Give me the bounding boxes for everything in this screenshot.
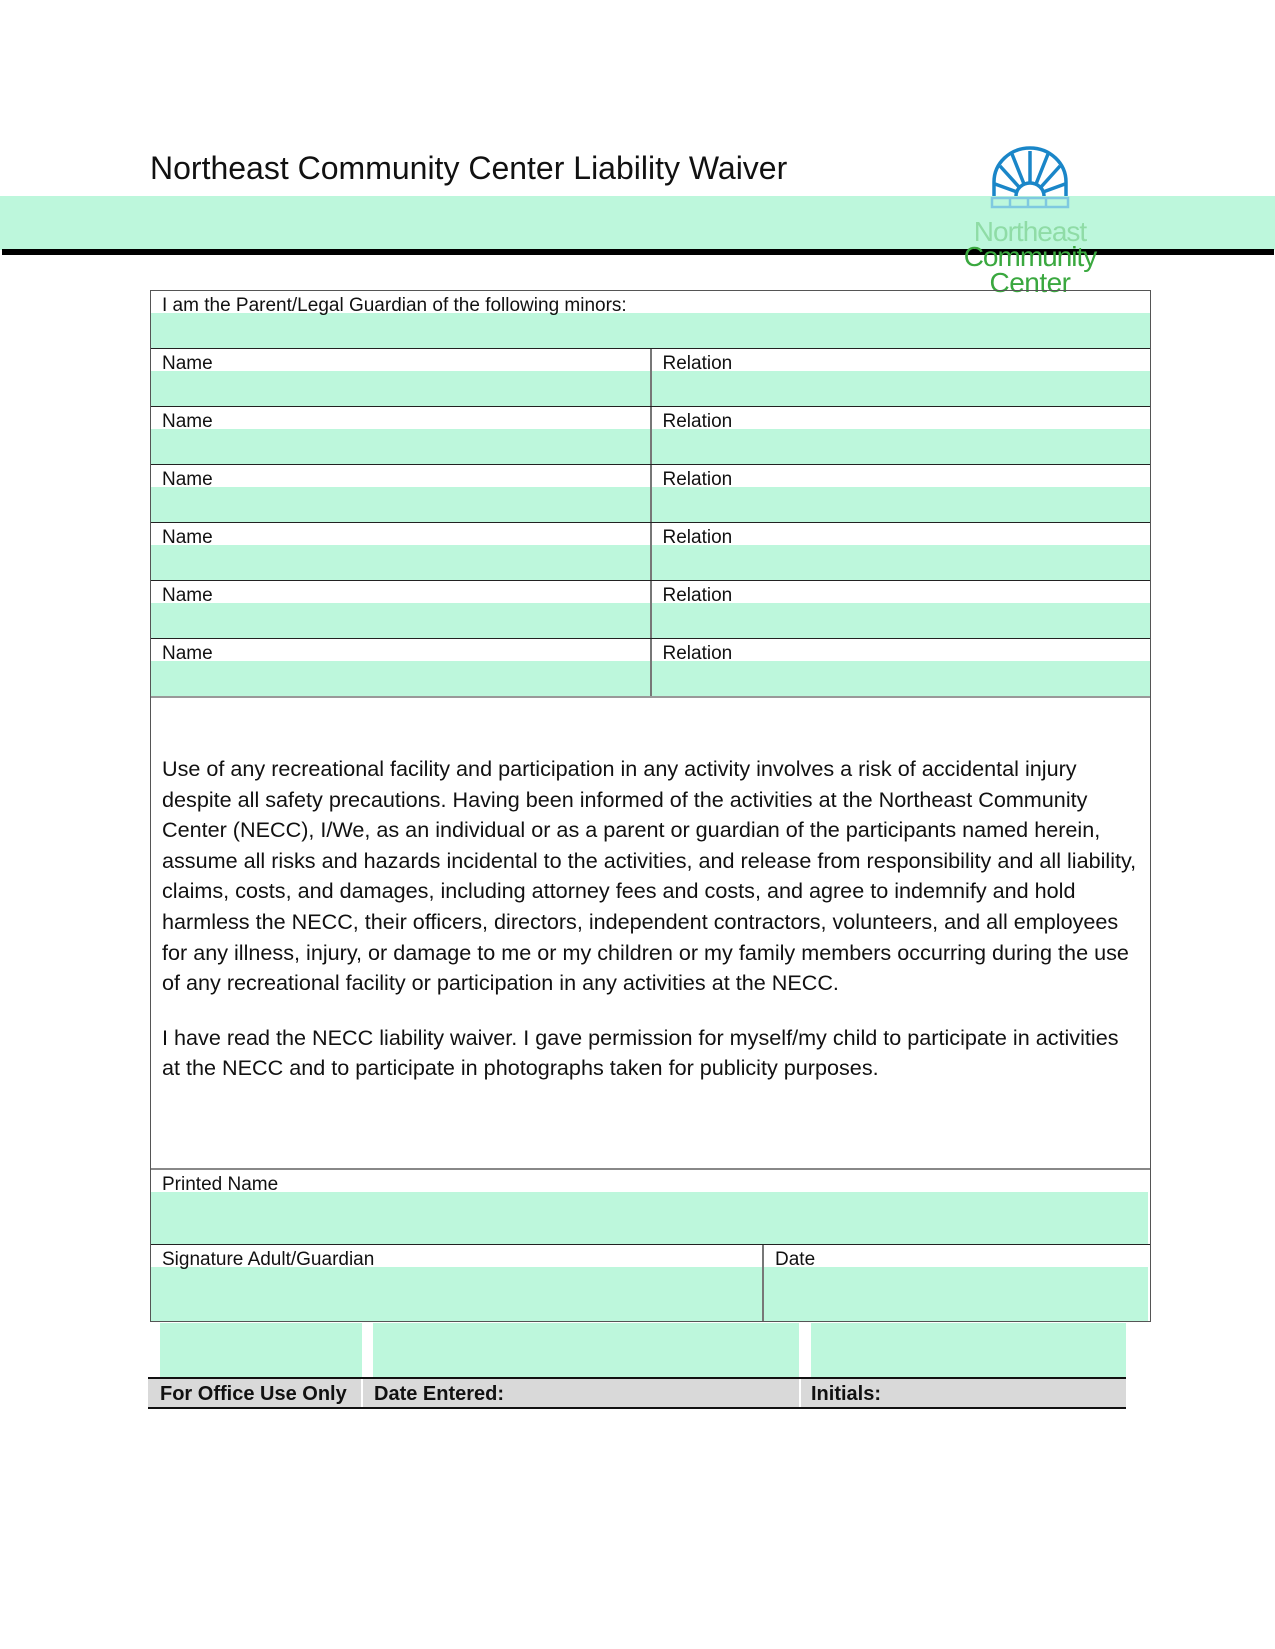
minors-input[interactable] <box>151 313 1150 348</box>
relation-input-6[interactable] <box>652 661 1151 696</box>
name-input-4[interactable] <box>151 545 650 580</box>
logo-text-community: Community <box>963 241 1097 272</box>
office-use-bar <box>148 1377 1126 1409</box>
minor-row-5 <box>151 580 1150 638</box>
minors-row <box>151 291 1150 348</box>
signature-field[interactable] <box>151 1245 762 1321</box>
relation-label: Relation <box>662 411 733 432</box>
name-input-5[interactable] <box>151 603 650 638</box>
relation-input-4[interactable] <box>652 545 1151 580</box>
signature-row <box>151 1244 1150 1321</box>
relation-label: Relation <box>662 469 733 490</box>
office-divider <box>361 1379 363 1407</box>
relation-field-1[interactable] <box>650 349 1151 406</box>
date-field[interactable] <box>762 1245 1150 1321</box>
date-entered-label: Date Entered: <box>374 1383 505 1405</box>
name-label: Name <box>162 585 213 606</box>
office-use-label: For Office Use Only <box>160 1383 347 1405</box>
name-input-6[interactable] <box>151 661 650 696</box>
page-title: Northeast Community Center Liability Waiver <box>150 150 788 186</box>
relation-field-3[interactable] <box>650 465 1151 522</box>
name-field-4[interactable] <box>151 523 650 580</box>
logo <box>960 146 1100 298</box>
relation-field-2[interactable] <box>650 407 1151 464</box>
initials-input[interactable] <box>811 1323 1126 1377</box>
printed-name-row <box>151 1168 1150 1244</box>
minors-field[interactable] <box>151 291 1150 348</box>
printed-name-input[interactable] <box>151 1192 1148 1244</box>
relation-label: Relation <box>662 353 733 374</box>
relation-input-3[interactable] <box>652 487 1151 522</box>
printed-name-label: Printed Name <box>162 1174 279 1195</box>
date-entered-input[interactable] <box>373 1323 799 1377</box>
name-field-5[interactable] <box>151 581 650 638</box>
name-label: Name <box>162 643 213 664</box>
relation-field-4[interactable] <box>650 523 1151 580</box>
office-divider <box>799 1379 801 1407</box>
minor-row-1 <box>151 348 1150 406</box>
relation-field-6[interactable] <box>650 639 1151 696</box>
name-input-1[interactable] <box>151 371 650 406</box>
relation-field-5[interactable] <box>650 581 1151 638</box>
name-label: Name <box>162 469 213 490</box>
name-field-2[interactable] <box>151 407 650 464</box>
consent-paragraph: I have read the NECC liability waiver. I gave permission for myself/my child to participate in activities at the NECC and to participate in photographs taken for publicity purposes. <box>162 1024 1119 1081</box>
printed-name-field[interactable] <box>151 1170 1150 1244</box>
relation-input-2[interactable] <box>652 429 1151 464</box>
minor-row-6 <box>151 638 1150 696</box>
logo-text-center: Center <box>989 267 1071 298</box>
name-field-3[interactable] <box>151 465 650 522</box>
relation-label: Relation <box>662 643 733 664</box>
name-field-6[interactable] <box>151 639 650 696</box>
relation-input-1[interactable] <box>652 371 1151 406</box>
relation-label: Relation <box>662 585 733 606</box>
logo-text-northeast: Northeast <box>973 216 1087 247</box>
waiver-paragraph: Use of any recreational facility and participation in any activity involves a risk of accidental injury despite all safety precautions. Having been informed of the activities at the Northeast Community Center (NECC), I/We, as an individual or as a parent or guardian of the participants named herein, assume all risks and hazards incidental to the activities, and release from responsibility and all liability, claims, costs, and damages, including attorney fees and costs, and agree to indemnify and hold harmless the NECC, their officers, directors, independent contractors, volunteers, and all employees for any illness, injury, or damage to me or my children or my family members occurring during the use of any recreational facility or participation in any activities at the NECC. <box>162 756 1137 996</box>
window-arch-icon <box>988 146 1072 210</box>
relation-label: Relation <box>662 527 733 548</box>
name-field-1[interactable] <box>151 349 650 406</box>
waiver-form <box>150 290 1151 1322</box>
name-label: Name <box>162 353 213 374</box>
minors-label: I am the Parent/Legal Guardian of the following minors: <box>162 295 627 316</box>
signature-label: Signature Adult/Guardian <box>162 1249 375 1270</box>
minor-row-4 <box>151 522 1150 580</box>
name-input-3[interactable] <box>151 487 650 522</box>
relation-input-5[interactable] <box>652 603 1151 638</box>
date-label: Date <box>775 1249 816 1270</box>
initials-label: Initials: <box>811 1383 882 1405</box>
date-input[interactable] <box>764 1267 1148 1321</box>
minor-row-2 <box>151 406 1150 464</box>
name-label: Name <box>162 411 213 432</box>
name-input-2[interactable] <box>151 429 650 464</box>
name-label: Name <box>162 527 213 548</box>
waiver-text <box>151 696 1150 1168</box>
signature-input[interactable] <box>151 1267 762 1321</box>
minor-row-3 <box>151 464 1150 522</box>
office-use-field[interactable] <box>160 1323 362 1377</box>
